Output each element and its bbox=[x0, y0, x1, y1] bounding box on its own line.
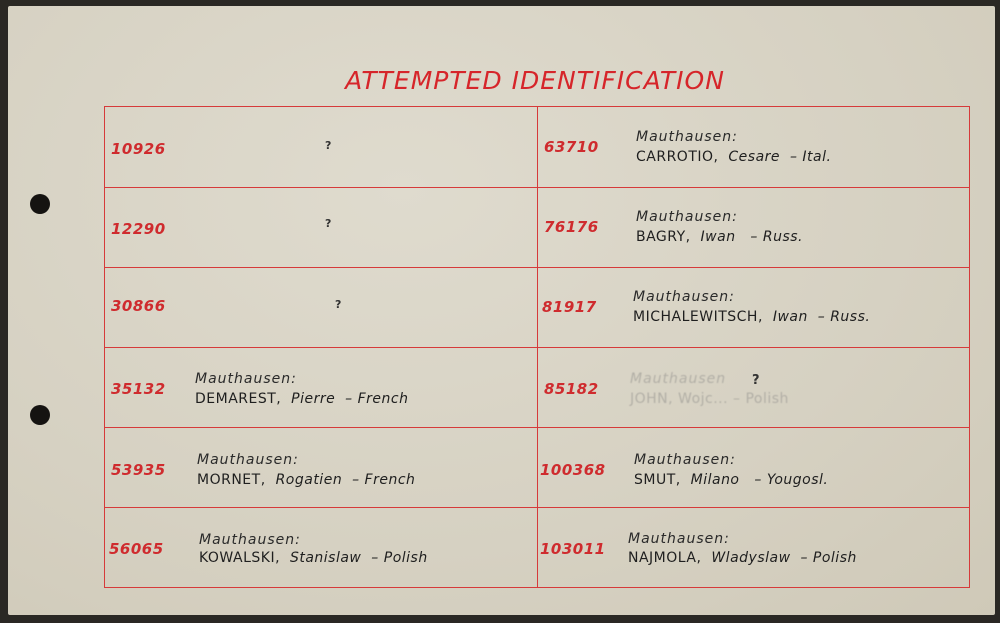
identification-table bbox=[104, 106, 970, 588]
prisoner-number: 85182 bbox=[544, 380, 599, 398]
surname: BAGRY, bbox=[636, 229, 691, 245]
erased-name: JOHN, Wojc... – Polish bbox=[630, 391, 789, 407]
surname: SMUT, bbox=[634, 472, 681, 488]
prisoner-number: 81917 bbox=[542, 298, 597, 316]
entry-cell-right bbox=[538, 427, 970, 507]
person-name bbox=[195, 391, 408, 407]
punch-hole-top bbox=[30, 194, 50, 214]
person-name bbox=[197, 472, 415, 488]
unknown-mark: ? bbox=[335, 298, 342, 311]
camp-name: Mauthausen: bbox=[636, 209, 738, 225]
entry-cell-left bbox=[105, 427, 537, 507]
punch-hole-bottom bbox=[30, 405, 50, 425]
prisoner-number: 56065 bbox=[109, 540, 164, 558]
camp-name: Mauthausen: bbox=[195, 371, 297, 387]
nationality: – Yougosl. bbox=[754, 472, 829, 488]
person-name bbox=[636, 229, 803, 245]
prisoner-number: 76176 bbox=[544, 218, 599, 236]
prisoner-number: 103011 bbox=[540, 540, 606, 558]
entry-cell-right bbox=[538, 107, 970, 187]
camp-name: Mauthausen: bbox=[636, 129, 738, 145]
nationality: – French bbox=[352, 472, 416, 488]
entry-cell-right bbox=[538, 507, 970, 587]
card-title: ATTEMPTED IDENTIFICATION bbox=[345, 66, 725, 95]
nationality: – Polish bbox=[371, 550, 428, 566]
given-name: Rogatien bbox=[275, 472, 343, 488]
given-name: Iwan bbox=[772, 309, 808, 325]
surname: MORNET, bbox=[197, 472, 266, 488]
given-name: Pierre bbox=[291, 391, 336, 407]
nationality: – Ital. bbox=[789, 149, 832, 165]
given-name: Iwan bbox=[700, 229, 736, 245]
entry-cell-left bbox=[105, 347, 537, 427]
person-name bbox=[636, 149, 831, 165]
entry-cell-left bbox=[105, 187, 537, 267]
given-name: Wladyslaw bbox=[711, 550, 791, 566]
camp-name: Mauthausen: bbox=[197, 452, 299, 468]
person-name bbox=[634, 472, 828, 488]
record-card bbox=[8, 6, 995, 615]
person-name bbox=[199, 550, 428, 566]
prisoner-number: 35132 bbox=[111, 380, 166, 398]
prisoner-number: 63710 bbox=[544, 138, 599, 156]
camp-name-erased: Mauthausen bbox=[630, 371, 727, 387]
given-name: Cesare bbox=[728, 149, 781, 165]
entry-cell-left bbox=[105, 507, 537, 587]
nationality: – Polish bbox=[800, 550, 857, 566]
camp-name: Mauthausen: bbox=[633, 289, 735, 305]
entry-cell-right bbox=[538, 187, 970, 267]
nationality: – Russ. bbox=[817, 309, 871, 325]
given-name: Milano bbox=[690, 472, 740, 488]
person-name bbox=[633, 309, 870, 325]
surname: CARROTIO, bbox=[636, 149, 719, 165]
prisoner-number: 10926 bbox=[111, 140, 166, 158]
prisoner-number: 53935 bbox=[111, 461, 166, 479]
prisoner-number: 100368 bbox=[540, 461, 606, 479]
camp-name: Mauthausen: bbox=[628, 531, 730, 547]
prisoner-number: 12290 bbox=[111, 220, 166, 238]
surname: DEMAREST, bbox=[195, 391, 282, 407]
unknown-mark: ? bbox=[752, 373, 760, 388]
entry-cell-left bbox=[105, 107, 537, 187]
unknown-mark: ? bbox=[325, 139, 332, 152]
camp-name: Mauthausen: bbox=[634, 452, 736, 468]
camp-name: Mauthausen: bbox=[199, 532, 301, 548]
prisoner-number: 30866 bbox=[111, 297, 166, 315]
entry-cell-right bbox=[538, 347, 970, 427]
person-name bbox=[628, 550, 857, 566]
nationality: – Russ. bbox=[750, 229, 804, 245]
entry-cell-left bbox=[105, 267, 537, 347]
nationality: – French bbox=[345, 391, 409, 407]
given-name: Stanislaw bbox=[289, 550, 362, 566]
entry-cell-right bbox=[538, 267, 970, 347]
surname: KOWALSKI, bbox=[199, 550, 281, 566]
surname: MICHALEWITSCH, bbox=[633, 309, 763, 325]
surname: NAJMOLA, bbox=[628, 550, 702, 566]
unknown-mark: ? bbox=[325, 217, 332, 230]
